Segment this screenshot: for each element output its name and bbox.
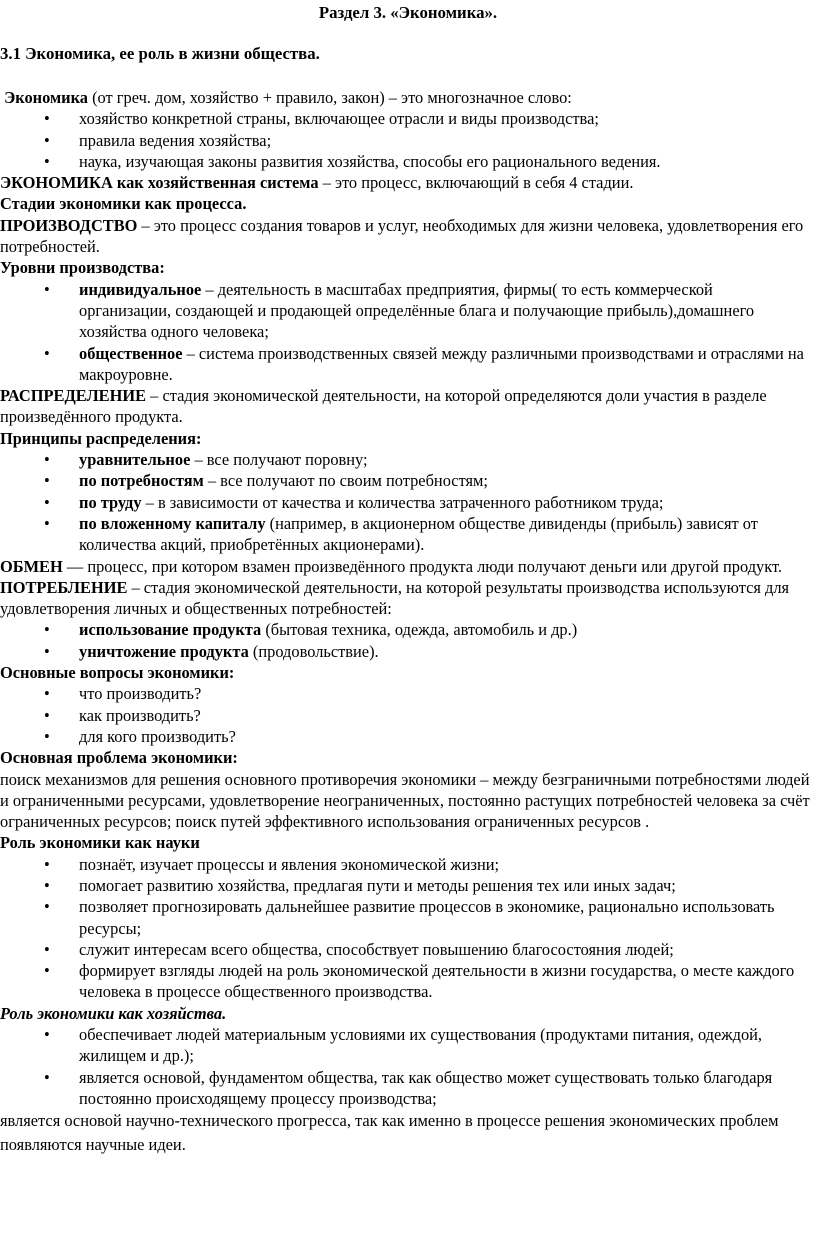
list-item: • служит интересам всего общества, способствует повышению благосостояния людей; [44, 939, 674, 959]
list-item: • уничтожение продукта (продовольствие). [44, 641, 379, 661]
bullet-icon: • [44, 641, 50, 661]
bullet-icon: • [44, 130, 50, 150]
production-levels-heading: Уровни производства: [0, 258, 165, 278]
production-term: ПРОИЗВОДСТВО [0, 215, 138, 235]
bullet-icon: • [44, 151, 50, 171]
list-item: • что производить? [44, 684, 202, 704]
exchange-paragraph: ОБМЕН — процесс, при котором взамен произведённого продукта люди получают деньги или другой продукт. [0, 556, 783, 576]
list-item: • индивидуальное – деятельность в масштабах предприятия, фирмы( то есть коммерческой организации, создающей и продающей определённые блага и получающие прибыль),домашнего хозяйства одного человека; [44, 279, 755, 342]
consumption-term: ПОТРЕБЛЕНИЕ [0, 577, 128, 597]
intro-definition: (от греч. дом, хозяйство + правило, закон) – это многозначное слово: [87, 88, 572, 107]
role-science-list [0, 854, 812, 1003]
bullet-icon: • [44, 620, 50, 640]
bullet-icon: • [44, 875, 50, 895]
list-item: • правила ведения хозяйства; [44, 130, 272, 150]
production-levels-list [0, 279, 812, 385]
list-item: • уравнительное – все получают поровну; [44, 450, 368, 470]
exchange-term: ОБМЕН [0, 556, 63, 576]
list-item: • наука, изучающая законы развития хозяйства, способы его рационального ведения. [44, 151, 661, 171]
consumption-list [0, 619, 812, 662]
list-item: • является основой, фундаментом общества, так как общество может существовать только благодаря постоянно происходящему процессу производства; [44, 1067, 773, 1108]
distribution-term: РАСПРЕДЕЛЕНИЕ [0, 386, 147, 406]
distribution-principles-heading: Принципы распределения: [0, 428, 202, 448]
production-paragraph: ПРОИЗВОДСТВО – это процесс создания товаров и услуг, необходимых для жизни человека, удовлетворения его потребностей. [0, 215, 804, 257]
list-item: • как производить? [44, 705, 201, 725]
bullet-icon: • [44, 492, 50, 512]
list-item: • по вложенному капиталу (например, в акционерном обществе дивиденды (прибыль) зависят от количества акций, приобретённых акционерами). [44, 513, 758, 555]
basic-problem-text: поиск механизмов для решения основного противоречия экономики – между безграничными потребностями людей и ограниченными ресурсами, удовлетворение неограниченных, постоянно растущих потребностей человека за счёт ограниченных ресурсов; поиск путей эффективного использования ограниченных ресурсов . [0, 769, 810, 832]
bullet-icon: • [44, 450, 50, 470]
bullet-icon: • [44, 705, 50, 725]
list-item: • обеспечивает людей материальным условиями их существования (продуктами питания, одеждой, жилищем и др.); [44, 1025, 763, 1066]
intro-list [0, 108, 812, 172]
bullet-icon: • [44, 471, 50, 491]
intro-term: Экономика [4, 88, 88, 107]
list-item: • познаёт, изучает процессы и явления экономической жизни; [44, 854, 500, 874]
role-economy-list [0, 1024, 812, 1109]
bullet-icon: • [44, 854, 50, 874]
bullet-icon: • [44, 1025, 50, 1045]
list-item: • использование продукта (бытовая техника, одежда, автомобиль и др.) [44, 620, 578, 640]
document-body [0, 87, 812, 1157]
bullet-icon: • [44, 513, 50, 533]
bullet-icon: • [44, 961, 50, 981]
bullet-icon: • [44, 684, 50, 704]
stages-heading: Стадии экономики как процесса. [0, 194, 247, 214]
bullet-icon: • [44, 939, 50, 959]
bullet-icon: • [44, 1067, 50, 1087]
list-item: • позволяет прогнозировать дальнейшее развитие процессов в экономике, рационально использовать ресурсы; [44, 897, 775, 938]
list-item: • хозяйство конкретной страны, включающее отрасли и виды производства; [44, 109, 599, 129]
distribution-paragraph: РАСПРЕДЕЛЕНИЕ – стадия экономической деятельности, на которой определяются доли участия в разделе произведённого продукта. [0, 386, 767, 427]
bullet-icon: • [44, 109, 50, 129]
bullet-icon: • [44, 726, 50, 746]
list-item: • по потребностям – все получают по своим потребностям; [44, 471, 488, 491]
list-item: • помогает развитию хозяйства, предлагая пути и методы решения тех или иных задач; [44, 875, 676, 895]
bullet-icon: • [44, 897, 50, 917]
bullet-icon: • [44, 343, 50, 363]
list-item: • общественное – система производственных связей между различными производствами и отраслями на макроуровне. [44, 343, 804, 384]
section-heading: 3.1 Экономика, ее роль в жизни общества. [0, 44, 320, 63]
basic-questions-list [0, 683, 812, 747]
system-paragraph: ЭКОНОМИКА как хозяйственная система – это процесс, включающий в себя 4 стадии. [0, 173, 634, 193]
list-item: • формирует взгляды людей на роль экономической деятельности в жизни государства, о месте каждого человека в процессе общественного производства. [44, 961, 795, 1002]
document-title: Раздел 3. «Экономика». [318, 3, 498, 22]
bullet-icon: • [44, 279, 50, 299]
list-item: • по труду – в зависимости от качества и количества затраченного работником труда; [44, 492, 664, 512]
distribution-principles-list [0, 449, 812, 555]
basic-problem-heading: Основная проблема экономики: [0, 748, 238, 768]
consumption-paragraph: ПОТРЕБЛЕНИЕ – стадия экономической деятельности, на которой результаты производства используются для удовлетворения личных и общественных потребностей: [0, 577, 790, 619]
closing-paragraph: является основой научно-технического прогресса, так как именно в процессе решения экономических проблем появляются научные идеи. [0, 1111, 779, 1155]
role-science-heading: Роль экономики как науки [0, 833, 200, 853]
list-item: • для кого производить? [44, 726, 236, 746]
intro-paragraph [0, 87, 812, 108]
basic-questions-heading: Основные вопросы экономики: [0, 663, 235, 683]
system-term: ЭКОНОМИКА как хозяйственная система [0, 173, 319, 193]
role-economy-heading: Роль экономики как хозяйства. [0, 1003, 227, 1023]
